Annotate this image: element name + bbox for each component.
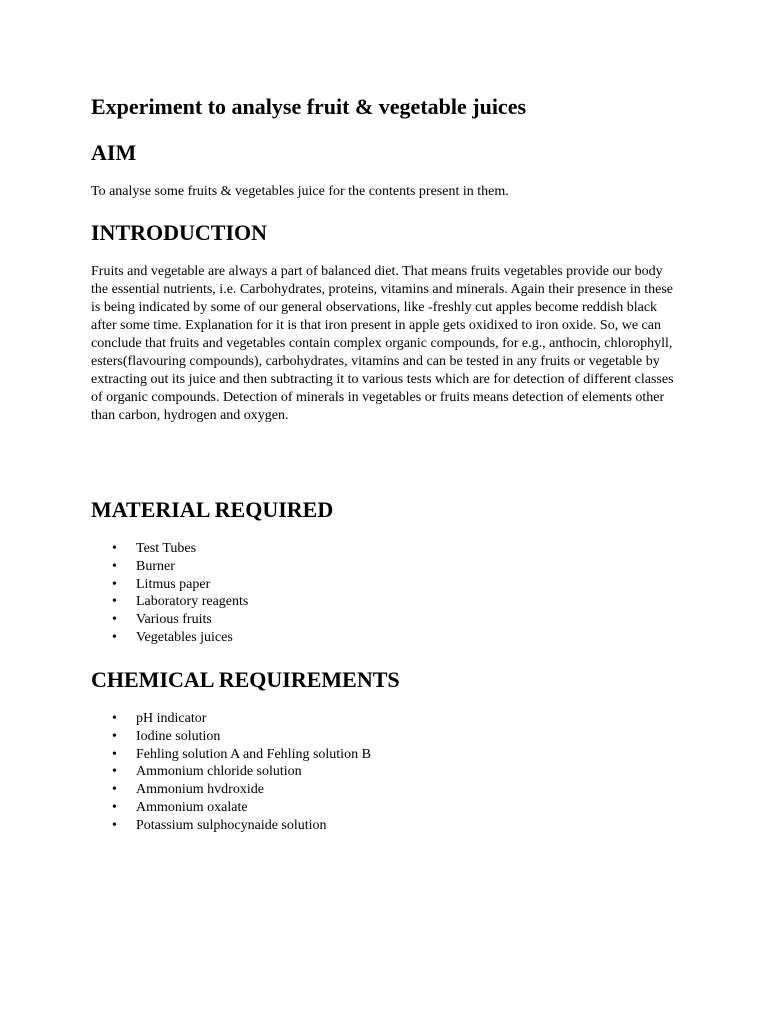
bullet-icon: • — [112, 746, 117, 762]
list-item-label: Laboratory reagents — [136, 594, 249, 610]
list-item-label: Fehling solution A and Fehling solution B — [136, 746, 371, 762]
list-item — [91, 558, 248, 576]
bullet-icon: • — [112, 576, 117, 592]
aim-heading: AIM — [91, 140, 137, 165]
introduction-heading: INTRODUCTION — [91, 220, 268, 245]
list-item-label: pH indicator — [136, 711, 207, 726]
bullet-icon: • — [112, 612, 117, 628]
list-item-label: Iodine solution — [136, 728, 221, 744]
list-item-label: Potassium sulphocynaide solution — [136, 817, 327, 833]
bullet-icon: • — [112, 728, 117, 744]
bullet-icon: • — [112, 799, 117, 815]
list-item-label: Burner — [136, 558, 175, 574]
list-item-label: Vegetables juices — [136, 629, 233, 645]
list-item — [91, 710, 371, 728]
list-item — [91, 593, 248, 611]
list-item-label: Litmus paper — [136, 576, 211, 592]
list-item — [91, 629, 248, 647]
aim-text: To analyse some fruits & vegetables juice for the contents present in them. — [91, 184, 509, 199]
list-item — [91, 746, 371, 764]
list-item-label: Various fruits — [136, 612, 212, 628]
chemical-requirements-heading: CHEMICAL REQUIREMENTS — [91, 667, 400, 692]
bullet-icon: • — [112, 764, 117, 780]
list-item-label: Ammonium chloride solution — [136, 764, 302, 780]
material-required-heading: MATERIAL REQUIRED — [91, 497, 334, 522]
list-item — [91, 817, 371, 835]
list-item — [91, 611, 248, 629]
document-title: Experiment to analyse fruit & vegetable juices — [91, 94, 527, 119]
list-item — [91, 781, 371, 799]
list-item — [91, 576, 248, 594]
bullet-icon: • — [112, 711, 117, 726]
list-item-label: Ammonium oxalate — [136, 799, 248, 815]
bullet-icon: • — [112, 558, 117, 574]
list-item-label: Test Tubes — [136, 541, 197, 556]
chemical-requirements-list — [91, 710, 371, 835]
material-required-list — [91, 540, 248, 647]
bullet-icon: • — [112, 594, 117, 610]
list-item — [91, 728, 371, 746]
list-item — [91, 763, 371, 781]
list-item-label: Ammonium hvdroxide — [136, 782, 264, 798]
introduction-text: Fruits and vegetable are always a part of balanced diet. That means fruits vegetables provide our body the essential nutrients, i.e. Carbohydrates, proteins, vitamins and minerals. Again their presence in these is being indicated by some of our general observations, like -freshly cut apples become reddish black after some time. Explanation for it is that iron present in apple gets oxidixed to iron oxide. So, we can conclude that fruits and vegetables contain complex organic compounds, for e.g., anthocin, chlorophyll, esters(flavouring compounds), carbohydrates, vitamins and can be tested in any fruits or vegetable by extracting out its juice and then subtracting it to various tests which are for detection of different classes of organic compounds. Detection of minerals in vegetables or fruits means detection of elements other than carbon, hydrogen and oxygen. — [91, 264, 674, 423]
bullet-icon: • — [112, 541, 117, 556]
bullet-icon: • — [112, 629, 117, 645]
list-item — [91, 799, 371, 817]
bullet-icon: • — [112, 782, 117, 798]
bullet-icon: • — [112, 817, 117, 833]
list-item — [91, 540, 248, 558]
